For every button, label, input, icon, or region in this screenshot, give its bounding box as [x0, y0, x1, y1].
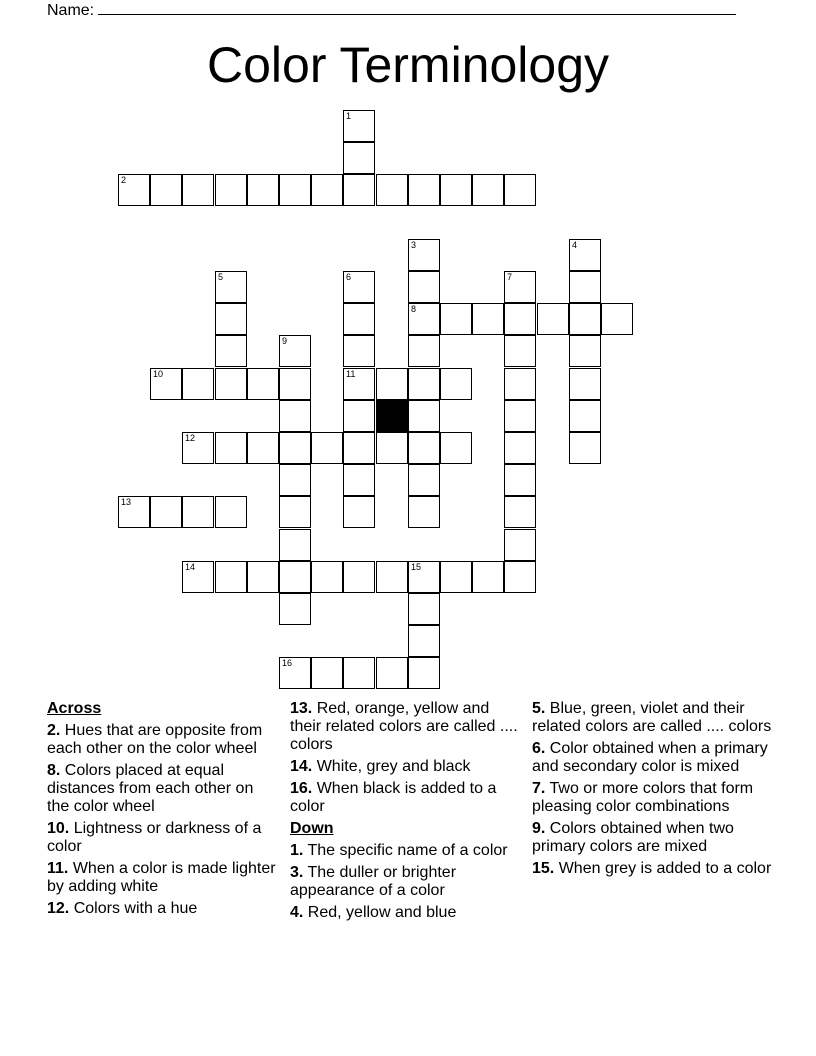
grid-cell[interactable]: [504, 464, 536, 496]
down-clue: [532, 700, 772, 736]
grid-cell[interactable]: [215, 335, 247, 367]
grid-cell[interactable]: [343, 657, 375, 689]
clue-text: When a color is made lighter by adding white: [47, 860, 276, 895]
grid-cell[interactable]: [537, 303, 569, 335]
grid-cell[interactable]: [118, 496, 150, 528]
grid-cell[interactable]: [440, 432, 472, 464]
cell-number: 5: [218, 272, 224, 282]
clue-text: Hues that are opposite from each other on the color wheel: [47, 722, 263, 757]
grid-cell[interactable]: [343, 174, 375, 206]
grid-cell[interactable]: [182, 432, 214, 464]
clue-number: 7.: [532, 780, 546, 797]
grid-cell[interactable]: [150, 174, 182, 206]
cell-number: 10: [153, 369, 164, 379]
grid-cell[interactable]: [118, 174, 150, 206]
grid-cell[interactable]: [279, 432, 311, 464]
grid-cell[interactable]: [376, 174, 408, 206]
clue-text: Colors placed at equal distances from each other on the color wheel: [47, 762, 254, 815]
cell-number: 16: [282, 658, 293, 668]
grid-cell[interactable]: [408, 174, 440, 206]
grid-cell[interactable]: [279, 593, 311, 625]
grid-cell[interactable]: [215, 432, 247, 464]
down-clue: [290, 842, 522, 860]
grid-cell[interactable]: [343, 496, 375, 528]
grid-cell[interactable]: [376, 432, 408, 464]
cell-number: 9: [282, 336, 288, 346]
grid-cell[interactable]: [569, 239, 601, 271]
across-clue: [47, 762, 279, 816]
grid-cell[interactable]: [408, 400, 440, 432]
clue-number: 11.: [47, 860, 69, 877]
down-clue: [532, 740, 772, 776]
grid-cell[interactable]: [247, 432, 279, 464]
cell-number: 11: [346, 369, 356, 379]
clue-text: Two or more colors that form pleasing color combinations: [532, 780, 754, 815]
clue-number: 1.: [290, 842, 304, 859]
grid-cell[interactable]: [311, 657, 343, 689]
grid-cell[interactable]: [343, 368, 375, 400]
across-clue: [47, 900, 279, 918]
grid-cell[interactable]: [408, 496, 440, 528]
grid-cell[interactable]: [504, 496, 536, 528]
across-clue: [47, 860, 279, 896]
grid-cell[interactable]: [569, 432, 601, 464]
clue-number: 2.: [47, 722, 61, 739]
name-label: Name:: [47, 2, 95, 19]
grid-cell[interactable]: [440, 368, 472, 400]
clue-text: Red, orange, yellow and their related colors are called .... colors: [290, 700, 518, 753]
grid-cell[interactable]: [440, 561, 472, 593]
grid-cell[interactable]: [472, 561, 504, 593]
clue-number: 16.: [290, 780, 313, 797]
grid-cell[interactable]: [408, 593, 440, 625]
grid-cell[interactable]: [311, 174, 343, 206]
grid-cell[interactable]: [408, 561, 440, 593]
down-heading: Down: [290, 820, 334, 837]
cell-number: 8: [411, 304, 417, 314]
clue-text: The specific name of a color: [307, 842, 508, 859]
grid-cell[interactable]: [279, 657, 311, 689]
puzzle-title: Color Terminology: [206, 37, 610, 93]
grid-cell[interactable]: [408, 657, 440, 689]
down-clue: [290, 904, 522, 922]
grid-cell[interactable]: [311, 432, 343, 464]
grid-cell[interactable]: [182, 174, 214, 206]
grid-cell[interactable]: [343, 271, 375, 303]
across-clue: [290, 700, 522, 754]
grid-cell[interactable]: [504, 174, 536, 206]
grid-cell[interactable]: [150, 496, 182, 528]
grid-cell[interactable]: [343, 561, 375, 593]
clue-number: 13.: [290, 700, 313, 717]
grid-cell[interactable]: [472, 174, 504, 206]
grid-cell[interactable]: [504, 432, 536, 464]
clue-number: 14.: [290, 758, 313, 775]
grid-cell[interactable]: [311, 561, 343, 593]
clue-number: 15.: [532, 860, 555, 877]
down-clue: [290, 864, 522, 900]
grid-cell[interactable]: [343, 464, 375, 496]
across-clue: [290, 758, 522, 776]
clue-number: 3.: [290, 864, 304, 881]
across-heading: Across: [47, 700, 102, 717]
grid-cell[interactable]: [279, 464, 311, 496]
grid-cell[interactable]: [247, 174, 279, 206]
clue-text: Red, yellow and blue: [307, 904, 457, 921]
clue-text: Blue, green, violet and their related colors are called .... colors: [532, 700, 772, 735]
grid-cell[interactable]: [408, 335, 440, 367]
grid-cell[interactable]: [182, 368, 214, 400]
cell-number: 12: [185, 433, 196, 443]
grid-cell[interactable]: [343, 432, 375, 464]
grid-cell[interactable]: [440, 174, 472, 206]
clues-column-2: [290, 700, 522, 926]
clue-number: 10.: [47, 820, 70, 837]
grid-cell[interactable]: [504, 529, 536, 561]
grid-cell[interactable]: [279, 496, 311, 528]
across-clue: [290, 780, 522, 816]
cell-number: 7: [507, 272, 513, 282]
grid-cell[interactable]: [376, 657, 408, 689]
down-clue: [532, 820, 772, 856]
grid-cell[interactable]: [150, 368, 182, 400]
grid-cell[interactable]: [408, 239, 440, 271]
grid-cell[interactable]: [569, 271, 601, 303]
grid-cell[interactable]: [182, 561, 214, 593]
grid-cell[interactable]: [215, 271, 247, 303]
grid-cell[interactable]: [279, 529, 311, 561]
grid-cell[interactable]: [215, 303, 247, 335]
clue-number: 12.: [47, 900, 70, 917]
grid-cell[interactable]: [569, 368, 601, 400]
clue-text: Colors with a hue: [73, 900, 198, 917]
grid-cell[interactable]: [504, 303, 536, 335]
grid-cell[interactable]: [215, 368, 247, 400]
clues-column-3: [532, 700, 772, 882]
grid-cell[interactable]: [408, 625, 440, 657]
grid-cell[interactable]: [408, 271, 440, 303]
cell-number: 14: [185, 562, 196, 572]
grid-cell[interactable]: [472, 303, 504, 335]
grid-cell[interactable]: [247, 561, 279, 593]
cell-number: 2: [121, 175, 127, 185]
grid-cell[interactable]: [215, 174, 247, 206]
grid-cell[interactable]: [343, 335, 375, 367]
grid-cell[interactable]: [569, 400, 601, 432]
down-clue: [532, 780, 772, 816]
grid-cell[interactable]: [182, 496, 214, 528]
cell-number: 4: [572, 240, 578, 250]
cell-number: 6: [346, 272, 352, 282]
grid-cell[interactable]: [343, 303, 375, 335]
grid-cell[interactable]: [601, 303, 633, 335]
clue-text: The duller or brighter appearance of a color: [290, 864, 457, 899]
grid-cell[interactable]: [247, 368, 279, 400]
clue-text: Color obtained when a primary and secondary color is mixed: [532, 740, 768, 775]
clue-text: Lightness or darkness of a color: [47, 820, 262, 855]
clue-text: When grey is added to a color: [558, 860, 772, 877]
grid-cell[interactable]: [504, 368, 536, 400]
grid-cell[interactable]: [215, 561, 247, 593]
grid-cell[interactable]: [504, 271, 536, 303]
grid-cell[interactable]: [376, 561, 408, 593]
grid-cell[interactable]: [343, 400, 375, 432]
grid-cell[interactable]: [279, 400, 311, 432]
clue-text: Colors obtained when two primary colors are mixed: [532, 820, 734, 855]
cell-number: 1: [346, 111, 352, 121]
grid-cell[interactable]: [279, 174, 311, 206]
grid-cell[interactable]: [279, 335, 311, 367]
grid-cell[interactable]: [343, 110, 375, 142]
cell-number: 15: [411, 562, 422, 572]
grid-cell[interactable]: [569, 303, 601, 335]
across-clue: [47, 722, 279, 758]
grid-cell[interactable]: [408, 464, 440, 496]
clue-number: 4.: [290, 904, 304, 921]
cell-number: 3: [411, 240, 417, 250]
clues-column-1: [47, 700, 279, 922]
grid-cell[interactable]: [504, 561, 536, 593]
across-clue: [47, 820, 279, 856]
grid-cell[interactable]: [440, 303, 472, 335]
grid-cell[interactable]: [504, 400, 536, 432]
clue-number: 9.: [532, 820, 546, 837]
grid-cell[interactable]: [215, 496, 247, 528]
grid-cell[interactable]: [279, 561, 311, 593]
grid-cell[interactable]: [408, 303, 440, 335]
grid-cell[interactable]: [279, 368, 311, 400]
clue-text: When black is added to a color: [290, 780, 497, 815]
clue-number: 8.: [47, 762, 61, 779]
grid-cell[interactable]: [343, 142, 375, 174]
grid-cell[interactable]: [408, 432, 440, 464]
clue-number: 5.: [532, 700, 546, 717]
cell-number: 13: [121, 497, 132, 507]
blocked-cell: [376, 400, 408, 432]
clue-number: 6.: [532, 740, 546, 757]
down-clue: [532, 860, 772, 878]
clue-text: White, grey and black: [316, 758, 471, 775]
grid-cell[interactable]: [408, 368, 440, 400]
grid-cell[interactable]: [376, 368, 408, 400]
grid-cell[interactable]: [504, 335, 536, 367]
grid-cell[interactable]: [569, 335, 601, 367]
